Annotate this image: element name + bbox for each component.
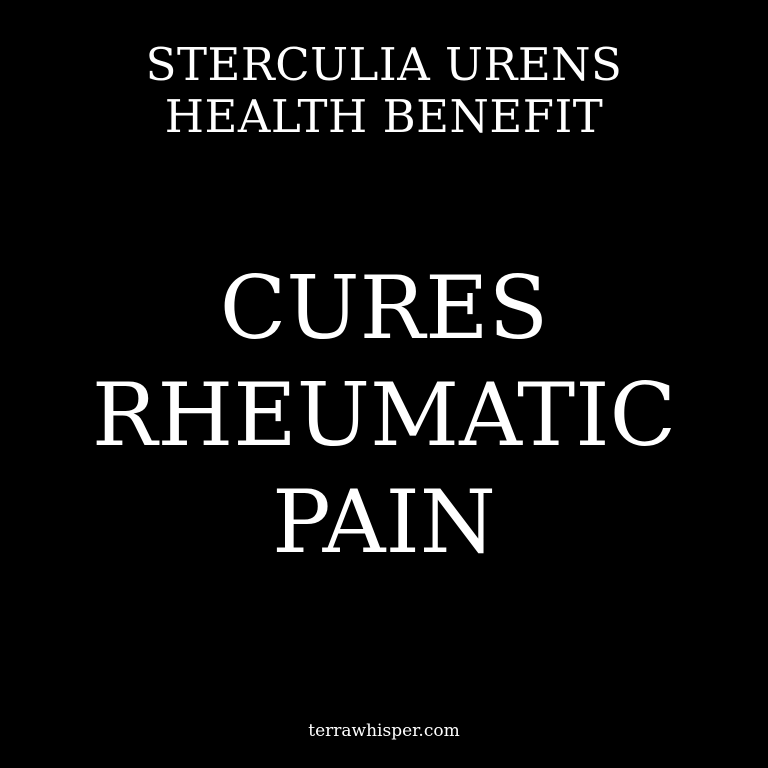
poster-header <box>0 39 768 143</box>
headline-line-2: RHEUMATIC <box>91 364 677 466</box>
headline-line-1: CURES <box>219 257 549 359</box>
headline-line-3: PAIN <box>272 471 496 573</box>
website-credit: terrawhisper.com <box>308 721 460 741</box>
poster-headline <box>0 255 768 576</box>
header-line-subtitle: HEALTH BENEFIT <box>164 90 604 143</box>
header-line-plant-name: STERCULIA URENS <box>145 38 623 91</box>
